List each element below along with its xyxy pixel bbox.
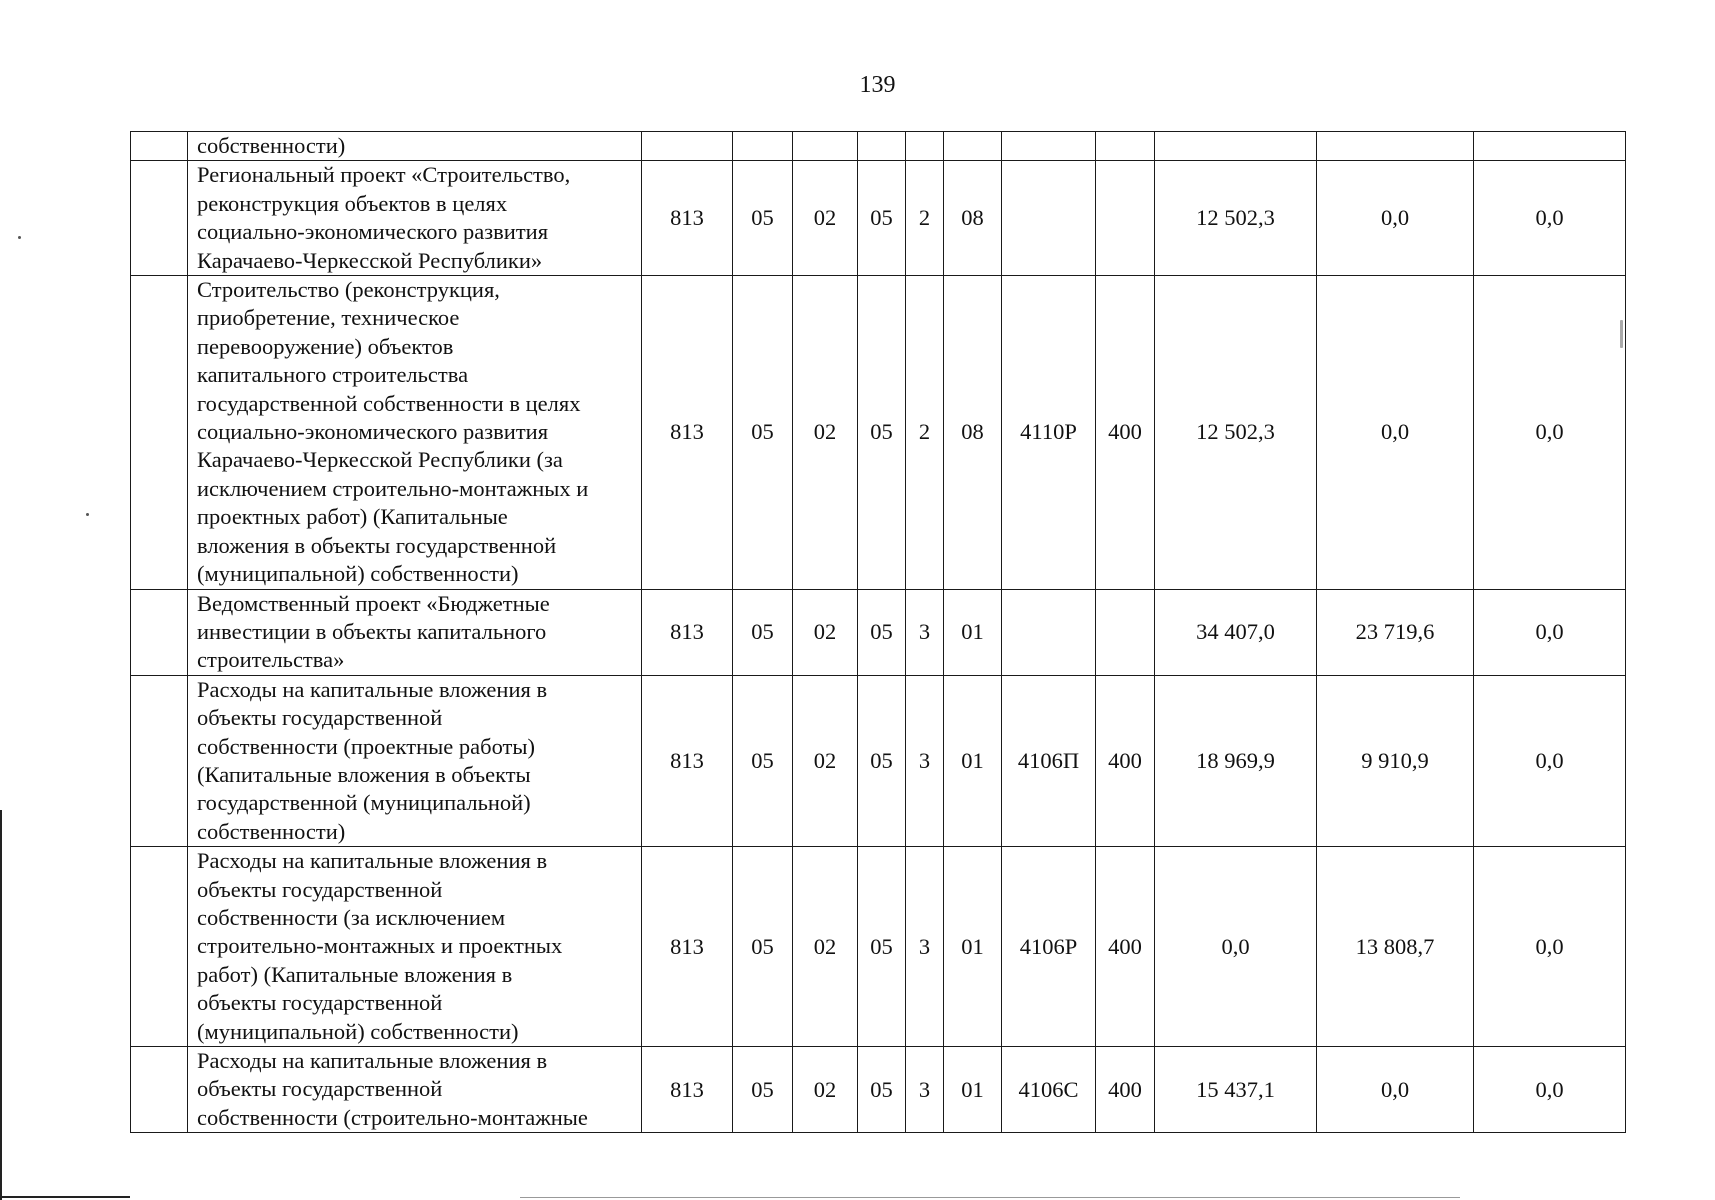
scan-speck xyxy=(86,513,89,516)
budget-table xyxy=(130,131,1626,1133)
scan-speck xyxy=(1620,320,1623,348)
section-code-cell: 05 xyxy=(733,675,793,846)
amount-year1-cell: 15 437,1 xyxy=(1155,1047,1317,1133)
item-name-line: строительства» xyxy=(197,647,345,673)
table-row xyxy=(131,161,1626,276)
expense-type-cell xyxy=(1096,589,1155,675)
item-name-line: приобретение, техническое xyxy=(197,305,460,331)
amount-year1-cell xyxy=(1155,132,1317,161)
project-code-cell: 01 xyxy=(944,589,1002,675)
table-row xyxy=(131,675,1626,846)
item-name-line: Расходы на капитальные вложения в xyxy=(197,1048,548,1073)
item-name-line: строительно-монтажных и проектных xyxy=(197,933,563,959)
project-code-cell: 01 xyxy=(944,847,1002,1047)
ministry-code-cell: 813 xyxy=(642,589,733,675)
item-name-line: Карачаево-Черкесской Республики» xyxy=(197,247,543,273)
project-code-cell: 01 xyxy=(944,1047,1002,1133)
scan-edge-left xyxy=(0,810,2,1200)
item-name-line: (муниципальной) собственности) xyxy=(197,561,519,587)
amount-year1-cell: 18 969,9 xyxy=(1155,675,1317,846)
item-name-cell xyxy=(188,847,642,1047)
item-name-line: Ведомственный проект «Бюджетные xyxy=(197,590,550,616)
amount-year2-cell: 0,0 xyxy=(1317,1047,1474,1133)
program-code-cell: 05 xyxy=(858,276,906,589)
amount-year1-cell: 34 407,0 xyxy=(1155,589,1317,675)
item-name-cell xyxy=(188,161,642,276)
item-name-line: Карачаево-Черкесской Республики (за xyxy=(197,447,563,473)
subsection-code-cell: 02 xyxy=(793,589,858,675)
subprogram-code-cell: 2 xyxy=(906,161,944,276)
item-name-line: работ) (Капитальные вложения в xyxy=(197,961,513,987)
item-name-line: собственности (строительно-монтажные xyxy=(197,1104,588,1130)
item-name-line: (муниципальной) собственности) xyxy=(197,1018,519,1044)
project-code-cell: 01 xyxy=(944,675,1002,846)
item-name-line: перевооружение) объектов xyxy=(197,333,454,359)
item-name-line: объекты государственной xyxy=(197,705,443,731)
program-code-cell: 05 xyxy=(858,675,906,846)
section-code-cell: 05 xyxy=(733,589,793,675)
subsection-code-cell: 02 xyxy=(793,276,858,589)
item-name-line: Расходы на капитальные вложения в xyxy=(197,676,548,702)
section-code-cell: 05 xyxy=(733,161,793,276)
expense-type-cell: 400 xyxy=(1096,847,1155,1047)
expense-direction-cell: 4106Р xyxy=(1002,847,1096,1047)
amount-year1-cell: 12 502,3 xyxy=(1155,276,1317,589)
program-code-cell: 05 xyxy=(858,161,906,276)
amount-year2-cell: 0,0 xyxy=(1317,276,1474,589)
item-name-cell xyxy=(188,1047,642,1133)
subprogram-code-cell: 3 xyxy=(906,847,944,1047)
section-code-cell: 05 xyxy=(733,276,793,589)
table-row xyxy=(131,1047,1626,1133)
item-name-line: Региональный проект «Строительство, xyxy=(197,162,571,188)
ministry-code-cell: 813 xyxy=(642,161,733,276)
item-name-line: социально-экономического развития xyxy=(197,219,549,245)
scan-edge-bottom-mid xyxy=(520,1197,1460,1198)
expense-type-cell: 400 xyxy=(1096,1047,1155,1133)
amount-year1-cell: 0,0 xyxy=(1155,847,1317,1047)
amount-year3-cell: 0,0 xyxy=(1474,589,1626,675)
amount-year3-cell: 0,0 xyxy=(1474,847,1626,1047)
program-code-cell xyxy=(858,132,906,161)
section-code-cell: 05 xyxy=(733,847,793,1047)
item-name-line: вложения в объекты государственной xyxy=(197,532,557,558)
row-number-cell xyxy=(131,589,188,675)
subprogram-code-cell xyxy=(906,132,944,161)
item-name-line: государственной собственности в целях xyxy=(197,390,581,416)
expense-direction-cell xyxy=(1002,132,1096,161)
item-name-line: собственности (проектные работы) xyxy=(197,733,535,759)
section-code-cell xyxy=(733,132,793,161)
expense-direction-cell: 4110Р xyxy=(1002,276,1096,589)
item-name-line: капитального строительства xyxy=(197,362,469,388)
item-name-line: государственной (муниципальной) xyxy=(197,790,531,816)
item-name-line: реконструкция объектов в целях xyxy=(197,190,508,216)
ministry-code-cell: 813 xyxy=(642,276,733,589)
subsection-code-cell: 02 xyxy=(793,1047,858,1133)
subprogram-code-cell: 3 xyxy=(906,1047,944,1133)
amount-year3-cell: 0,0 xyxy=(1474,1047,1626,1133)
row-number-cell xyxy=(131,161,188,276)
item-name-line: социально-экономического развития xyxy=(197,419,549,445)
subprogram-code-cell: 3 xyxy=(906,675,944,846)
ministry-code-cell: 813 xyxy=(642,847,733,1047)
item-name-line: собственности) xyxy=(197,133,346,158)
row-number-cell xyxy=(131,847,188,1047)
item-name-line: объекты государственной xyxy=(197,1076,443,1102)
amount-year3-cell: 0,0 xyxy=(1474,161,1626,276)
subsection-code-cell: 02 xyxy=(793,847,858,1047)
expense-type-cell xyxy=(1096,132,1155,161)
subsection-code-cell: 02 xyxy=(793,675,858,846)
program-code-cell: 05 xyxy=(858,1047,906,1133)
section-code-cell: 05 xyxy=(733,1047,793,1133)
table-row xyxy=(131,276,1626,589)
item-name-cell xyxy=(188,675,642,846)
table-row xyxy=(131,847,1626,1047)
item-name-line: исключением строительно-монтажных и xyxy=(197,475,589,501)
ministry-code-cell: 813 xyxy=(642,675,733,846)
page-number: 139 xyxy=(859,72,896,98)
subsection-code-cell: 02 xyxy=(793,161,858,276)
expense-direction-cell: 4106С xyxy=(1002,1047,1096,1133)
subprogram-code-cell: 2 xyxy=(906,276,944,589)
amount-year3-cell xyxy=(1474,132,1626,161)
expense-type-cell: 400 xyxy=(1096,675,1155,846)
expense-type-cell xyxy=(1096,161,1155,276)
expense-type-cell: 400 xyxy=(1096,276,1155,589)
amount-year2-cell: 0,0 xyxy=(1317,161,1474,276)
subprogram-code-cell: 3 xyxy=(906,589,944,675)
expense-direction-cell xyxy=(1002,161,1096,276)
program-code-cell: 05 xyxy=(858,847,906,1047)
program-code-cell: 05 xyxy=(858,589,906,675)
item-name-line: Строительство (реконструкция, xyxy=(197,277,500,303)
row-number-cell xyxy=(131,276,188,589)
scan-edge-bottom xyxy=(0,1196,130,1198)
amount-year3-cell: 0,0 xyxy=(1474,276,1626,589)
table-row xyxy=(131,132,1626,161)
amount-year2-cell xyxy=(1317,132,1474,161)
expense-direction-cell xyxy=(1002,589,1096,675)
ministry-code-cell: 813 xyxy=(642,1047,733,1133)
row-number-cell xyxy=(131,1047,188,1133)
item-name-line: Расходы на капитальные вложения в xyxy=(197,848,548,874)
amount-year3-cell: 0,0 xyxy=(1474,675,1626,846)
scan-speck xyxy=(18,236,21,239)
project-code-cell xyxy=(944,132,1002,161)
ministry-code-cell xyxy=(642,132,733,161)
row-number-cell xyxy=(131,132,188,161)
item-name-cell xyxy=(188,589,642,675)
item-name-cell xyxy=(188,276,642,589)
item-name-line: проектных работ) (Капитальные xyxy=(197,504,508,530)
item-name-line: инвестиции в объекты капитального xyxy=(197,618,547,644)
project-code-cell: 08 xyxy=(944,276,1002,589)
subsection-code-cell xyxy=(793,132,858,161)
amount-year2-cell: 9 910,9 xyxy=(1317,675,1474,846)
item-name-cell xyxy=(188,132,642,161)
item-name-line: объекты государственной xyxy=(197,990,443,1016)
item-name-line: (Капитальные вложения в объекты xyxy=(197,761,531,787)
item-name-line: объекты государственной xyxy=(197,876,443,902)
amount-year1-cell: 12 502,3 xyxy=(1155,161,1317,276)
amount-year2-cell: 23 719,6 xyxy=(1317,589,1474,675)
row-number-cell xyxy=(131,675,188,846)
item-name-line: собственности) xyxy=(197,818,346,844)
item-name-line: собственности (за исключением xyxy=(197,904,506,930)
table-row xyxy=(131,589,1626,675)
expense-direction-cell: 4106П xyxy=(1002,675,1096,846)
amount-year2-cell: 13 808,7 xyxy=(1317,847,1474,1047)
project-code-cell: 08 xyxy=(944,161,1002,276)
